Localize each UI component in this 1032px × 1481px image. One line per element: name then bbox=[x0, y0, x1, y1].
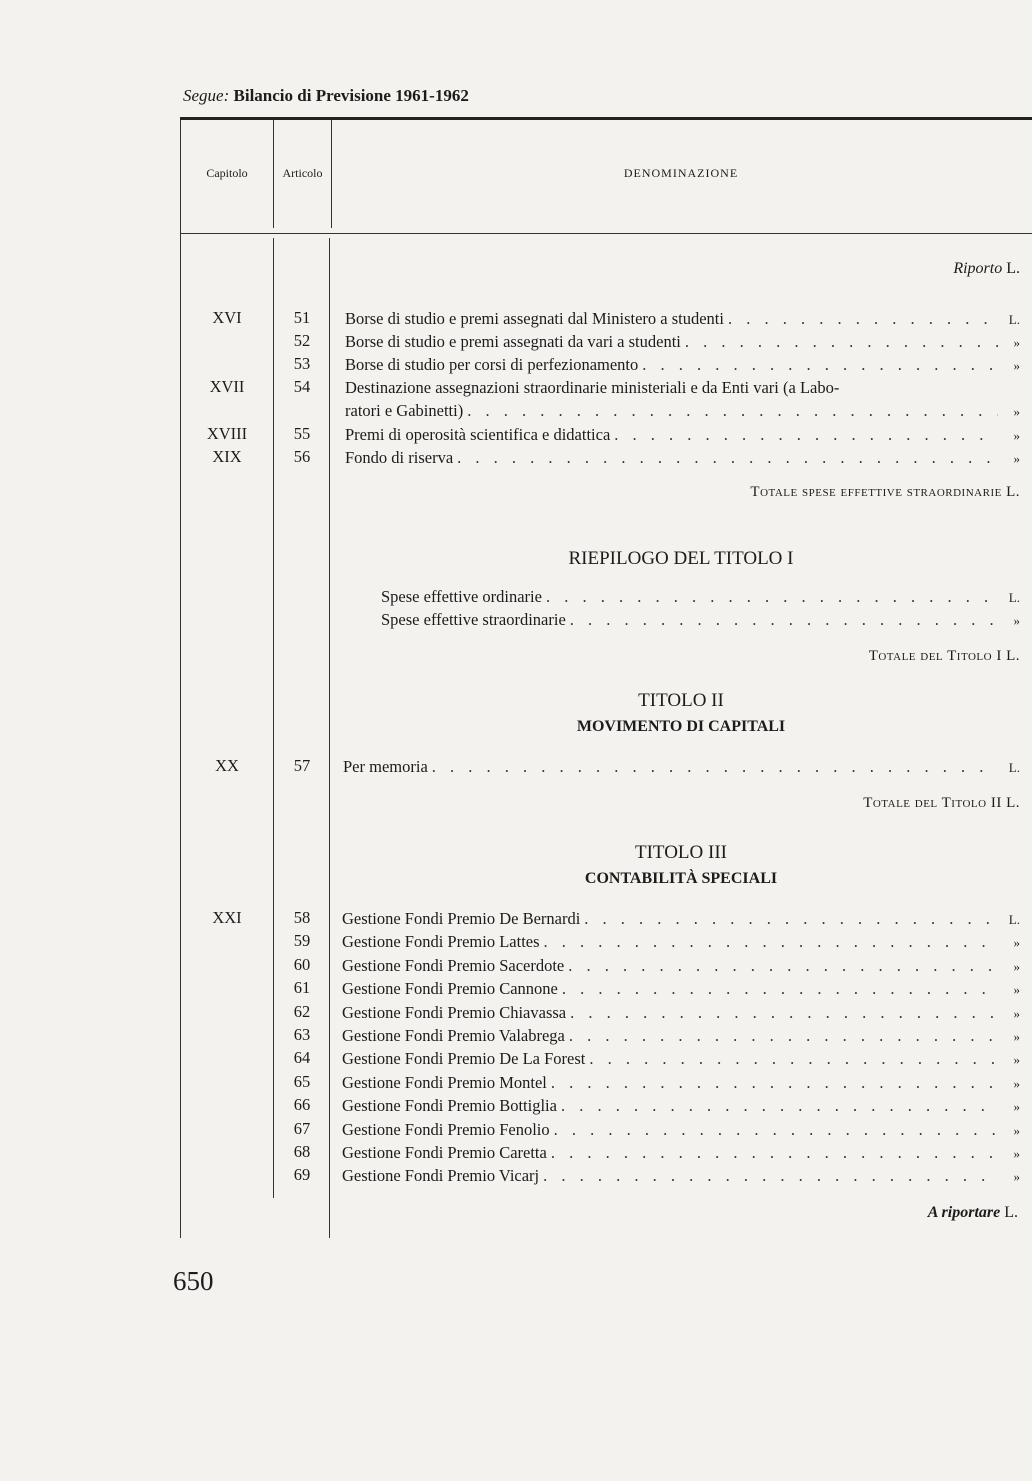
leader-dots bbox=[432, 759, 998, 776]
leader-dots bbox=[561, 1098, 998, 1115]
articolo-cell: 58 bbox=[293, 908, 311, 927]
denominazione-row bbox=[381, 612, 1020, 629]
articolo-cell: 61 bbox=[293, 978, 311, 998]
column-articolo: Articolo bbox=[282, 166, 323, 180]
leader-dots bbox=[614, 427, 998, 444]
capitolo-cell: XXI bbox=[212, 908, 242, 927]
row-text: Premi di operosità scientifica e didattica bbox=[345, 425, 611, 444]
riepilogo-total-currency: L. bbox=[1006, 648, 1020, 664]
articolo-cell: 64 bbox=[293, 1048, 311, 1068]
row-text: Destinazione assegnazioni straordinarie ministeriali e da Enti vari (a Labo- bbox=[345, 378, 840, 397]
leader-dots bbox=[543, 1168, 998, 1185]
row-text: Fondo di riserva bbox=[345, 448, 454, 467]
denominazione-row bbox=[342, 1098, 1020, 1115]
denominazione-row bbox=[342, 955, 1020, 975]
denominazione-row bbox=[381, 589, 1020, 606]
leader-dots bbox=[562, 981, 998, 998]
row-text: Per memoria bbox=[343, 757, 428, 776]
capitolo-cell: XIX bbox=[212, 447, 242, 466]
riporto-label: Riporto bbox=[953, 260, 1003, 277]
row-tail: » bbox=[1013, 404, 1020, 419]
articolo-cell: 52 bbox=[293, 331, 311, 350]
articolo-cell: 54 bbox=[293, 377, 311, 396]
denominazione-row bbox=[345, 334, 1020, 351]
denominazione-row bbox=[345, 403, 1020, 420]
denominazione-row bbox=[342, 1072, 1020, 1092]
articolo-cell: 63 bbox=[293, 1025, 311, 1044]
row-text: Spese effettive ordinarie bbox=[381, 587, 542, 606]
row-text: Borse di studio e premi assegnati da vari a studenti bbox=[345, 332, 681, 351]
leader-dots bbox=[551, 1075, 998, 1092]
row-text: Gestione Fondi Premio De Bernardi bbox=[342, 909, 581, 928]
row-tail: » bbox=[1013, 1075, 1020, 1091]
denominazione-row bbox=[345, 357, 1020, 374]
riepilogo-total bbox=[869, 648, 1020, 665]
row-text: Gestione Fondi Premio Chiavassa bbox=[342, 1002, 567, 1022]
row-text: Gestione Fondi Premio Fenolio bbox=[342, 1119, 550, 1139]
row-tail: » bbox=[1013, 613, 1020, 628]
capitolo-cell: XVII bbox=[209, 377, 245, 396]
titolo2-total-currency: L. bbox=[1006, 795, 1020, 811]
row-tail: » bbox=[1013, 1099, 1020, 1115]
leader-dots bbox=[467, 403, 998, 420]
column-denominazione: DENOMINAZIONE bbox=[623, 166, 739, 180]
articolo-cell: 66 bbox=[293, 1095, 311, 1115]
section1-total bbox=[750, 484, 1020, 501]
articolo-cell: 62 bbox=[293, 1001, 311, 1021]
row-tail: » bbox=[1013, 935, 1020, 951]
articolo-cell: 57 bbox=[293, 756, 311, 775]
row-tail: » bbox=[1013, 982, 1020, 998]
denominazione-row bbox=[342, 981, 1020, 998]
row-tail: » bbox=[1013, 1122, 1020, 1138]
riporto-line bbox=[953, 260, 1020, 278]
denominazione-row bbox=[345, 427, 1020, 444]
header-title: Bilancio di Previsione 1961-1962 bbox=[233, 86, 469, 105]
articolo-cell: 67 bbox=[293, 1118, 311, 1138]
leader-dots bbox=[457, 450, 998, 467]
titolo2-subtitle: MOVIMENTO DI CAPITALI bbox=[576, 718, 786, 735]
denominazione-row bbox=[342, 1145, 1020, 1162]
titolo3-subtitle: CONTABILITÀ SPECIALI bbox=[584, 870, 778, 887]
denominazione-row bbox=[342, 1168, 1020, 1185]
section1-total-currency: L. bbox=[1006, 484, 1020, 500]
leader-dots bbox=[685, 334, 998, 351]
riporto-currency: L. bbox=[1006, 260, 1020, 277]
denominazione-row bbox=[342, 1119, 1020, 1139]
articolo-cell: 59 bbox=[293, 931, 311, 951]
denominazione-row bbox=[345, 380, 1020, 397]
articolo-cell: 56 bbox=[293, 447, 311, 466]
row-text: Spese effettive straordinarie bbox=[381, 610, 566, 629]
riepilogo-total-label: Totale del Titolo I bbox=[868, 648, 1002, 664]
capitolo-cell: XX bbox=[215, 756, 239, 775]
row-tail: » bbox=[1013, 1146, 1020, 1161]
leader-dots bbox=[728, 311, 998, 328]
articolo-cell: 60 bbox=[293, 954, 311, 974]
row-text: Gestione Fondi Premio Cannone bbox=[342, 979, 558, 999]
leader-dots bbox=[569, 1028, 998, 1045]
riportare-line bbox=[928, 1204, 1018, 1222]
row-text: Gestione Fondi Premio Lattes bbox=[342, 932, 540, 952]
row-tail: » bbox=[1013, 1005, 1020, 1021]
capitolo-cell: XVI bbox=[212, 308, 242, 327]
denominazione-row bbox=[342, 1051, 1020, 1068]
leader-dots bbox=[554, 1122, 998, 1139]
articolo-cell: 65 bbox=[293, 1071, 311, 1091]
titolo2-title: TITOLO II bbox=[638, 690, 724, 711]
section1-total-label: Totale spese effettive straordinarie bbox=[750, 484, 1002, 500]
leader-dots bbox=[551, 1145, 998, 1162]
row-tail: » bbox=[1013, 335, 1020, 350]
leader-dots bbox=[642, 357, 998, 374]
articolo-cell: 69 bbox=[293, 1165, 311, 1185]
row-tail: » bbox=[1013, 958, 1020, 974]
row-tail: L. bbox=[1008, 590, 1020, 605]
row-tail: » bbox=[1013, 1169, 1020, 1185]
denominazione-row bbox=[342, 1028, 1020, 1045]
header-prefix: Segue: bbox=[183, 86, 230, 105]
leader-dots bbox=[584, 911, 998, 928]
leader-dots bbox=[568, 958, 998, 975]
leader-dots bbox=[570, 1005, 998, 1022]
denominazione-row bbox=[342, 934, 1020, 951]
column-capitolo: Capitolo bbox=[206, 166, 248, 180]
row-tail: L. bbox=[1008, 312, 1020, 327]
titolo2-total bbox=[863, 795, 1020, 812]
denominazione-row bbox=[342, 1002, 1020, 1022]
leader-dots bbox=[570, 612, 998, 629]
articolo-cell: 51 bbox=[293, 308, 311, 327]
leader-dots bbox=[544, 934, 998, 951]
denominazione-row bbox=[343, 759, 1020, 776]
row-tail: » bbox=[1013, 1029, 1020, 1044]
row-text: ratori e Gabinetti) bbox=[345, 401, 464, 420]
titolo2-total-label: Totale del Titolo II bbox=[863, 795, 1002, 811]
table-top-rule bbox=[180, 117, 1032, 120]
row-text: Borse di studio per corsi di perfezionamento bbox=[345, 355, 639, 374]
leader-dots bbox=[589, 1051, 998, 1068]
capitolo-cell: XVIII bbox=[206, 424, 248, 443]
row-tail: » bbox=[1013, 451, 1020, 466]
page-number: 650 bbox=[173, 1266, 214, 1296]
row-tail: » bbox=[1013, 1052, 1020, 1068]
articolo-cell: 55 bbox=[293, 424, 311, 443]
row-text: Gestione Fondi Premio Vicarj bbox=[342, 1166, 540, 1186]
row-tail: » bbox=[1013, 428, 1020, 443]
denominazione-row bbox=[345, 450, 1020, 467]
riportare-currency: L. bbox=[1004, 1204, 1018, 1221]
leader-dots bbox=[546, 589, 998, 606]
articolo-cell: 53 bbox=[293, 354, 311, 373]
page-header bbox=[183, 86, 469, 106]
row-text: Borse di studio e premi assegnati dal Ministero a studenti bbox=[345, 309, 724, 328]
row-text: Gestione Fondi Premio Caretta bbox=[342, 1143, 547, 1162]
row-text: Gestione Fondi Premio Montel bbox=[342, 1072, 547, 1092]
row-tail: L. bbox=[1008, 912, 1020, 927]
riepilogo-title: RIEPILOGO DEL TITOLO I bbox=[568, 548, 794, 569]
articolo-cell: 68 bbox=[293, 1142, 311, 1161]
row-tail: » bbox=[1013, 358, 1020, 373]
left-border bbox=[180, 120, 181, 1238]
row-text: Gestione Fondi Premio Bottiglia bbox=[342, 1096, 557, 1116]
titolo3-title: TITOLO III bbox=[635, 842, 727, 863]
row-text: Gestione Fondi Premio Valabrega bbox=[342, 1026, 565, 1045]
row-tail: L. bbox=[1008, 760, 1020, 775]
riportare-label: A riportare bbox=[927, 1204, 1001, 1221]
row-text: Gestione Fondi Premio De La Forest bbox=[342, 1049, 586, 1069]
table-header-rule bbox=[180, 233, 1032, 234]
denominazione-row bbox=[342, 911, 1020, 928]
denominazione-row bbox=[345, 311, 1020, 328]
row-text: Gestione Fondi Premio Sacerdote bbox=[342, 955, 565, 975]
